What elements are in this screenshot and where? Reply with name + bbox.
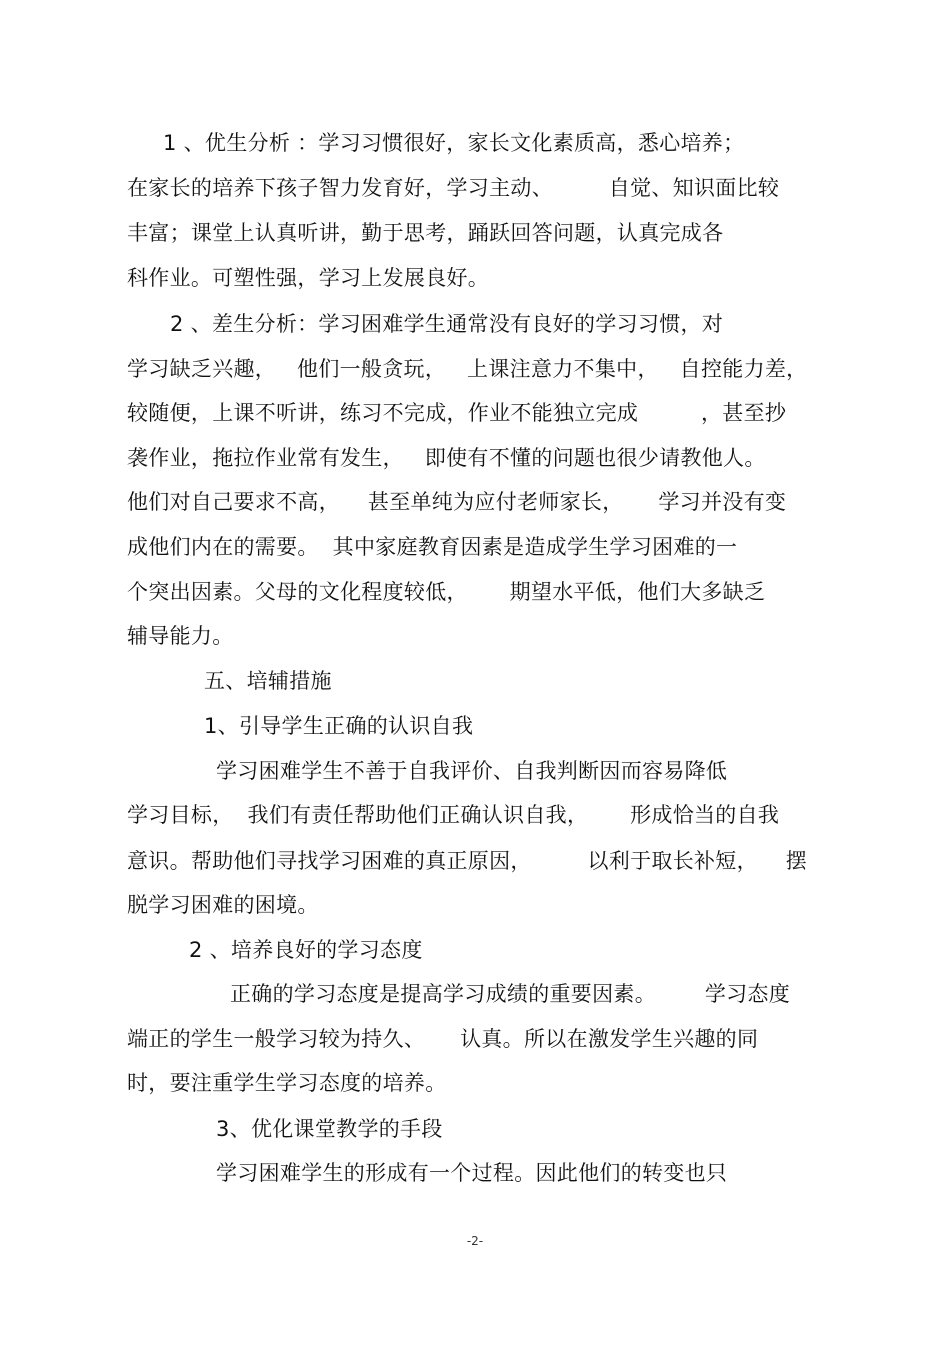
text-line: 学习困难学生不善于自我评价、自我判断因而容易降低 bbox=[216, 759, 728, 783]
text-line: 袭作业，拖拉作业常有发生， 即使有不懂的问题也很少请教他人。 bbox=[127, 446, 766, 470]
text-line: 意识。帮助他们寻找学习困难的真正原因， 以利于取长补短， 摆 bbox=[127, 849, 808, 873]
text-line: 在家长的培养下孩子智力发育好，学习主动、 自觉、知识面比较 bbox=[127, 176, 780, 200]
subsection-heading: 1、引导学生正确的认识自我 bbox=[204, 714, 474, 738]
text-line: 2 、差生分析：学习困难学生通常没有良好的学习习惯，对 bbox=[170, 312, 724, 336]
text-line: 学习目标， 我们有责任帮助他们正确认识自我， 形成恰当的自我 bbox=[127, 803, 780, 827]
text-line: 科作业。可塑性强，学习上发展良好。 bbox=[127, 266, 490, 290]
text-line: 丰富；课堂上认真听讲，勤于思考，踊跃回答问题，认真完成各 bbox=[127, 221, 724, 245]
text-line: 端正的学生一般学习较为持久、 认真。所以在激发学生兴趣的同 bbox=[127, 1027, 759, 1051]
text-line: 个突出因素。父母的文化程度较低， 期望水平低，他们大多缺乏 bbox=[127, 580, 766, 604]
text-line: 1 、优生分析 ：学习习惯很好，家长文化素质高，悉心培养； bbox=[163, 131, 745, 155]
text-line: 他们对自己要求不高， 甚至单纯为应付老师家长， 学习并没有变 bbox=[127, 490, 787, 514]
text-line: 辅导能力。 bbox=[127, 624, 234, 648]
text-line: 正确的学习态度是提高学习成绩的重要因素。 学习态度 bbox=[230, 982, 791, 1006]
text-line: 学习困难学生的形成有一个过程。因此他们的转变也只 bbox=[216, 1161, 728, 1185]
text-line: 较随便，上课不听讲，练习不完成，作业不能独立完成 ，甚至抄 bbox=[127, 401, 787, 425]
subsection-heading: 2 、培养良好的学习态度 bbox=[189, 938, 423, 962]
text-line: 学习缺乏兴趣， 他们一般贪玩， 上课注意力不集中， 自控能力差， bbox=[127, 357, 808, 381]
subsection-heading: 3、优化课堂教学的手段 bbox=[216, 1117, 443, 1141]
page-number: -2- bbox=[466, 1234, 484, 1248]
text-line: 脱学习困难的困境。 bbox=[127, 893, 319, 917]
text-line: 成他们内在的需要。 其中家庭教育因素是造成学生学习困难的一 bbox=[127, 535, 738, 559]
text-line: 时，要注重学生学习态度的培养。 bbox=[127, 1071, 447, 1095]
section-heading: 五、培辅措施 bbox=[204, 669, 332, 693]
